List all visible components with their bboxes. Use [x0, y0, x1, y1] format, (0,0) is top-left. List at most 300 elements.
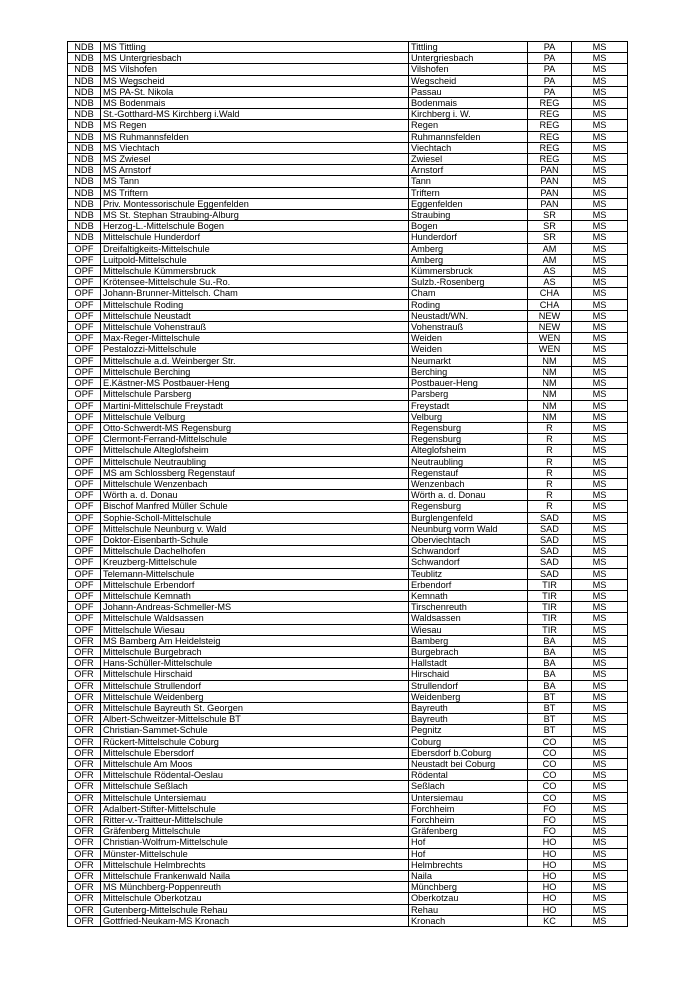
school-type-cell: MS — [572, 557, 628, 568]
school-name-cell: Mittelschule Parsberg — [101, 389, 409, 400]
region-cell: OFR — [68, 747, 101, 758]
town-cell: Forchheim — [409, 815, 528, 826]
school-type-cell: MS — [572, 333, 628, 344]
table-row — [68, 725, 628, 736]
school-name-cell: Bischof Manfred Müller Schule — [101, 501, 409, 512]
region-cell: OPF — [68, 288, 101, 299]
region-cell: OFR — [68, 837, 101, 848]
district-cell: HO — [528, 882, 572, 893]
district-cell: HO — [528, 837, 572, 848]
table-row — [68, 366, 628, 377]
region-cell: OPF — [68, 568, 101, 579]
school-type-cell: MS — [572, 680, 628, 691]
school-name-cell: Mittelschule Roding — [101, 299, 409, 310]
school-name-cell: Mittelschule Seßlach — [101, 781, 409, 792]
district-cell: HO — [528, 893, 572, 904]
school-name-cell: Martini-Mittelschule Freystadt — [101, 400, 409, 411]
town-cell: Neunburg vorm Wald — [409, 523, 528, 534]
town-cell: Münchberg — [409, 882, 528, 893]
table-row — [68, 187, 628, 198]
region-cell: OPF — [68, 299, 101, 310]
school-name-cell: Mittelschule Alteglofsheim — [101, 445, 409, 456]
district-cell: PAN — [528, 187, 572, 198]
table-row — [68, 893, 628, 904]
district-cell: PAN — [528, 176, 572, 187]
school-name-cell: Rückert-Mittelschule Coburg — [101, 736, 409, 747]
district-cell: R — [528, 434, 572, 445]
district-cell: BT — [528, 702, 572, 713]
table-row — [68, 120, 628, 131]
school-type-cell: MS — [572, 389, 628, 400]
town-cell: Kronach — [409, 915, 528, 926]
district-cell: R — [528, 478, 572, 489]
school-name-cell: MS Zwiesel — [101, 154, 409, 165]
region-cell: NDB — [68, 232, 101, 243]
district-cell: SR — [528, 232, 572, 243]
table-row — [68, 534, 628, 545]
region-cell: NDB — [68, 64, 101, 75]
table-row — [68, 243, 628, 254]
table-row — [68, 176, 628, 187]
district-cell: TIR — [528, 590, 572, 601]
region-cell: OPF — [68, 344, 101, 355]
table-row — [68, 109, 628, 120]
region-cell: OPF — [68, 512, 101, 523]
district-cell: NM — [528, 389, 572, 400]
table-row — [68, 501, 628, 512]
table-row — [68, 422, 628, 433]
school-type-cell: MS — [572, 781, 628, 792]
district-cell: HO — [528, 871, 572, 882]
school-type-cell: MS — [572, 490, 628, 501]
town-cell: Oberviechtach — [409, 534, 528, 545]
town-cell: Schwandorf — [409, 557, 528, 568]
school-name-cell: Dreifaltigkeits-Mittelschule — [101, 243, 409, 254]
table-row — [68, 277, 628, 288]
school-name-cell: Mittelschule Rödental-Oeslau — [101, 770, 409, 781]
table-row — [68, 568, 628, 579]
school-type-cell: MS — [572, 646, 628, 657]
school-type-cell: MS — [572, 871, 628, 882]
region-cell: OPF — [68, 422, 101, 433]
table-row — [68, 658, 628, 669]
region-cell: OFR — [68, 691, 101, 702]
school-name-cell: Mittelschule Neunburg v. Wald — [101, 523, 409, 534]
school-type-cell: MS — [572, 467, 628, 478]
region-cell: OFR — [68, 680, 101, 691]
town-cell: Zwiesel — [409, 154, 528, 165]
region-cell: NDB — [68, 187, 101, 198]
table-row — [68, 232, 628, 243]
district-cell: PA — [528, 64, 572, 75]
table-row — [68, 411, 628, 422]
table-row — [68, 344, 628, 355]
school-type-cell: MS — [572, 546, 628, 557]
district-cell: NM — [528, 355, 572, 366]
school-type-cell: MS — [572, 759, 628, 770]
district-cell: SAD — [528, 557, 572, 568]
table-row — [68, 221, 628, 232]
school-type-cell: MS — [572, 411, 628, 422]
school-name-cell: Sophie-Scholl-Mittelschule — [101, 512, 409, 523]
school-name-cell: Mittelschule Ebersdorf — [101, 747, 409, 758]
table-row — [68, 635, 628, 646]
school-type-cell: MS — [572, 366, 628, 377]
school-name-cell: MS Ruhmannsfelden — [101, 131, 409, 142]
region-cell: NDB — [68, 176, 101, 187]
town-cell: Parsberg — [409, 389, 528, 400]
town-cell: Waldsassen — [409, 613, 528, 624]
region-cell: NDB — [68, 42, 101, 53]
town-cell: Regensburg — [409, 422, 528, 433]
school-type-cell: MS — [572, 400, 628, 411]
town-cell: Freystadt — [409, 400, 528, 411]
table-row — [68, 98, 628, 109]
district-cell: SAD — [528, 568, 572, 579]
district-cell: PA — [528, 86, 572, 97]
region-cell: OPF — [68, 277, 101, 288]
town-cell: Teublitz — [409, 568, 528, 579]
region-cell: NDB — [68, 154, 101, 165]
school-type-cell: MS — [572, 266, 628, 277]
region-cell: NDB — [68, 221, 101, 232]
district-cell: SAD — [528, 546, 572, 557]
school-name-cell: MS Vilshofen — [101, 64, 409, 75]
region-cell: NDB — [68, 198, 101, 209]
school-name-cell: Mittelschule Wiesau — [101, 624, 409, 635]
school-name-cell: Mittelschule Vohenstrauß — [101, 322, 409, 333]
region-cell: OPF — [68, 602, 101, 613]
town-cell: Untergriesbach — [409, 53, 528, 64]
region-cell: OPF — [68, 456, 101, 467]
school-type-cell: MS — [572, 826, 628, 837]
table-row — [68, 478, 628, 489]
school-type-cell: MS — [572, 770, 628, 781]
town-cell: Regensburg — [409, 501, 528, 512]
town-cell: Weidenberg — [409, 691, 528, 702]
town-cell: Tittling — [409, 42, 528, 53]
town-cell: Neutraubling — [409, 456, 528, 467]
region-cell: OPF — [68, 490, 101, 501]
district-cell: FO — [528, 826, 572, 837]
town-cell: Tirschenreuth — [409, 602, 528, 613]
school-name-cell: Wörth a. d. Donau — [101, 490, 409, 501]
school-name-cell: Herzog-L.-Mittelschule Bogen — [101, 221, 409, 232]
region-cell: OPF — [68, 434, 101, 445]
district-cell: TIR — [528, 613, 572, 624]
region-cell: OFR — [68, 826, 101, 837]
table-row — [68, 579, 628, 590]
school-name-cell: Pestalozzi-Mittelschule — [101, 344, 409, 355]
town-cell: Burgebrach — [409, 646, 528, 657]
town-cell: Kirchberg i. W. — [409, 109, 528, 120]
district-cell: SR — [528, 210, 572, 221]
school-type-cell: MS — [572, 882, 628, 893]
region-cell: OPF — [68, 355, 101, 366]
school-name-cell: Mittelschule a.d. Weinberger Str. — [101, 355, 409, 366]
district-cell: NM — [528, 400, 572, 411]
region-cell: NDB — [68, 86, 101, 97]
region-cell: OFR — [68, 725, 101, 736]
table-row — [68, 590, 628, 601]
school-type-cell: MS — [572, 434, 628, 445]
town-cell: Alteglofsheim — [409, 445, 528, 456]
region-cell: OPF — [68, 523, 101, 534]
school-name-cell: St.-Gotthard-MS Kirchberg i.Wald — [101, 109, 409, 120]
school-type-cell: MS — [572, 658, 628, 669]
district-cell: REG — [528, 142, 572, 153]
school-type-cell: MS — [572, 725, 628, 736]
town-cell: Bamberg — [409, 635, 528, 646]
table-row — [68, 792, 628, 803]
table-row — [68, 770, 628, 781]
school-type-cell: MS — [572, 815, 628, 826]
region-cell: OFR — [68, 759, 101, 770]
school-name-cell: Krötensee-Mittelschule Su.-Ro. — [101, 277, 409, 288]
region-cell: OPF — [68, 389, 101, 400]
table-row — [68, 882, 628, 893]
school-type-cell: MS — [572, 232, 628, 243]
town-cell: Ebersdorf b.Coburg — [409, 747, 528, 758]
region-cell: OPF — [68, 400, 101, 411]
table-row — [68, 826, 628, 837]
table-row — [68, 747, 628, 758]
table-row — [68, 837, 628, 848]
region-cell: OPF — [68, 445, 101, 456]
school-name-cell: Mittelschule Neustadt — [101, 310, 409, 321]
table-row — [68, 131, 628, 142]
school-name-cell: MS am Schlossberg Regenstauf — [101, 467, 409, 478]
table-row — [68, 781, 628, 792]
town-cell: Bodenmais — [409, 98, 528, 109]
district-cell: SAD — [528, 512, 572, 523]
table-row — [68, 613, 628, 624]
school-type-cell: MS — [572, 299, 628, 310]
school-type-cell: MS — [572, 42, 628, 53]
region-cell: OPF — [68, 254, 101, 265]
town-cell: Cham — [409, 288, 528, 299]
town-cell: Arnstorf — [409, 165, 528, 176]
district-cell: BA — [528, 680, 572, 691]
district-cell: WEN — [528, 344, 572, 355]
district-cell: REG — [528, 98, 572, 109]
region-cell: NDB — [68, 75, 101, 86]
district-cell: CHA — [528, 299, 572, 310]
school-name-cell: Mittelschule Berching — [101, 366, 409, 377]
school-name-cell: Christian-Sammet-Schule — [101, 725, 409, 736]
school-name-cell: Mittelschule Am Moos — [101, 759, 409, 770]
district-cell: TIR — [528, 624, 572, 635]
region-cell: OPF — [68, 378, 101, 389]
town-cell: Weiden — [409, 333, 528, 344]
school-name-cell: Mittelschule Helmbrechts — [101, 859, 409, 870]
school-type-cell: MS — [572, 378, 628, 389]
district-cell: NM — [528, 366, 572, 377]
region-cell: OFR — [68, 714, 101, 725]
town-cell: Vohenstrauß — [409, 322, 528, 333]
district-cell: CO — [528, 747, 572, 758]
district-cell: BT — [528, 691, 572, 702]
region-cell: OPF — [68, 590, 101, 601]
table-row — [68, 646, 628, 657]
school-name-cell: MS Tittling — [101, 42, 409, 53]
table-row — [68, 815, 628, 826]
town-cell: Triftern — [409, 187, 528, 198]
region-cell: OPF — [68, 613, 101, 624]
district-cell: KC — [528, 915, 572, 926]
school-type-cell: MS — [572, 154, 628, 165]
region-cell: OFR — [68, 871, 101, 882]
region-cell: OPF — [68, 624, 101, 635]
town-cell: Velburg — [409, 411, 528, 422]
school-type-cell: MS — [572, 915, 628, 926]
district-cell: CO — [528, 736, 572, 747]
school-type-cell: MS — [572, 792, 628, 803]
town-cell: Postbauer-Heng — [409, 378, 528, 389]
table-row — [68, 254, 628, 265]
school-name-cell: MS Viechtach — [101, 142, 409, 153]
district-cell: CO — [528, 759, 572, 770]
school-type-cell: MS — [572, 254, 628, 265]
school-type-cell: MS — [572, 64, 628, 75]
district-cell: REG — [528, 131, 572, 142]
table-row — [68, 546, 628, 557]
school-name-cell: Christian-Wolfrum-Mittelschule — [101, 837, 409, 848]
school-type-cell: MS — [572, 98, 628, 109]
school-name-cell: Mittelschule Velburg — [101, 411, 409, 422]
town-cell: Roding — [409, 299, 528, 310]
town-cell: Bogen — [409, 221, 528, 232]
table-row — [68, 714, 628, 725]
district-cell: R — [528, 456, 572, 467]
district-cell: PA — [528, 42, 572, 53]
district-cell: SAD — [528, 534, 572, 545]
school-name-cell: Mittelschule Hunderdorf — [101, 232, 409, 243]
school-table-body — [68, 42, 628, 927]
school-name-cell: MS PA-St. Nikola — [101, 86, 409, 97]
table-row — [68, 736, 628, 747]
school-type-cell: MS — [572, 534, 628, 545]
school-name-cell: Mittelschule Neutraubling — [101, 456, 409, 467]
table-row — [68, 467, 628, 478]
school-name-cell: MS Wegscheid — [101, 75, 409, 86]
town-cell: Untersiemau — [409, 792, 528, 803]
town-cell: Weiden — [409, 344, 528, 355]
region-cell: NDB — [68, 210, 101, 221]
town-cell: Neustadt/WN. — [409, 310, 528, 321]
school-name-cell: Mittelschule Hirschaid — [101, 669, 409, 680]
school-type-cell: MS — [572, 714, 628, 725]
school-type-cell: MS — [572, 859, 628, 870]
town-cell: Rödental — [409, 770, 528, 781]
table-row — [68, 680, 628, 691]
school-name-cell: Albert-Schweitzer-Mittelschule BT — [101, 714, 409, 725]
school-name-cell: Mittelschule Untersiemau — [101, 792, 409, 803]
town-cell: Forchheim — [409, 803, 528, 814]
table-row — [68, 445, 628, 456]
school-type-cell: MS — [572, 691, 628, 702]
town-cell: Wörth a. d. Donau — [409, 490, 528, 501]
town-cell: Ruhmannsfelden — [409, 131, 528, 142]
school-name-cell: MS Bodenmais — [101, 98, 409, 109]
region-cell: OFR — [68, 702, 101, 713]
region-cell: OPF — [68, 546, 101, 557]
region-cell: NDB — [68, 131, 101, 142]
school-name-cell: MS Triftern — [101, 187, 409, 198]
school-type-cell: MS — [572, 165, 628, 176]
school-type-cell: MS — [572, 142, 628, 153]
district-cell: R — [528, 501, 572, 512]
town-cell: Berching — [409, 366, 528, 377]
table-row — [68, 702, 628, 713]
town-cell: Bayreuth — [409, 702, 528, 713]
district-cell: BA — [528, 646, 572, 657]
region-cell: OFR — [68, 635, 101, 646]
region-cell: OPF — [68, 478, 101, 489]
school-name-cell: Mittelschule Dachelhofen — [101, 546, 409, 557]
region-cell: NDB — [68, 109, 101, 120]
school-name-cell: Max-Reger-Mittelschule — [101, 333, 409, 344]
table-row — [68, 210, 628, 221]
school-name-cell: Mittelschule Kemnath — [101, 590, 409, 601]
school-type-cell: MS — [572, 702, 628, 713]
table-row — [68, 512, 628, 523]
school-type-cell: MS — [572, 602, 628, 613]
district-cell: TIR — [528, 602, 572, 613]
region-cell: OFR — [68, 792, 101, 803]
school-name-cell: Mittelschule Kümmersbruck — [101, 266, 409, 277]
region-cell: OPF — [68, 557, 101, 568]
district-cell: HO — [528, 904, 572, 915]
school-type-cell: MS — [572, 456, 628, 467]
school-type-cell: MS — [572, 53, 628, 64]
district-cell: REG — [528, 109, 572, 120]
district-cell: AM — [528, 254, 572, 265]
school-name-cell: Mittelschule Wenzenbach — [101, 478, 409, 489]
table-row — [68, 165, 628, 176]
region-cell: OPF — [68, 366, 101, 377]
table-row — [68, 42, 628, 53]
town-cell: Tann — [409, 176, 528, 187]
school-name-cell: Doktor-Eisenbarth-Schule — [101, 534, 409, 545]
school-name-cell: Mittelschule Frankenwald Naila — [101, 871, 409, 882]
district-cell: R — [528, 445, 572, 456]
town-cell: Amberg — [409, 254, 528, 265]
district-cell: WEN — [528, 333, 572, 344]
district-cell: PAN — [528, 198, 572, 209]
school-name-cell: Gutenberg-Mittelschule Rehau — [101, 904, 409, 915]
school-type-cell: MS — [572, 837, 628, 848]
table-row — [68, 848, 628, 859]
region-cell: OFR — [68, 882, 101, 893]
region-cell: OFR — [68, 781, 101, 792]
table-row — [68, 86, 628, 97]
region-cell: OPF — [68, 534, 101, 545]
school-name-cell: MS Bamberg Am Heidelsteig — [101, 635, 409, 646]
district-cell: AS — [528, 277, 572, 288]
region-cell: OPF — [68, 467, 101, 478]
school-type-cell: MS — [572, 310, 628, 321]
district-cell: REG — [528, 120, 572, 131]
school-type-cell: MS — [572, 893, 628, 904]
school-type-cell: MS — [572, 221, 628, 232]
school-type-cell: MS — [572, 86, 628, 97]
town-cell: Seßlach — [409, 781, 528, 792]
school-name-cell: Gräfenberg Mittelschule — [101, 826, 409, 837]
region-cell: OFR — [68, 736, 101, 747]
district-cell: NEW — [528, 322, 572, 333]
school-type-cell: MS — [572, 176, 628, 187]
